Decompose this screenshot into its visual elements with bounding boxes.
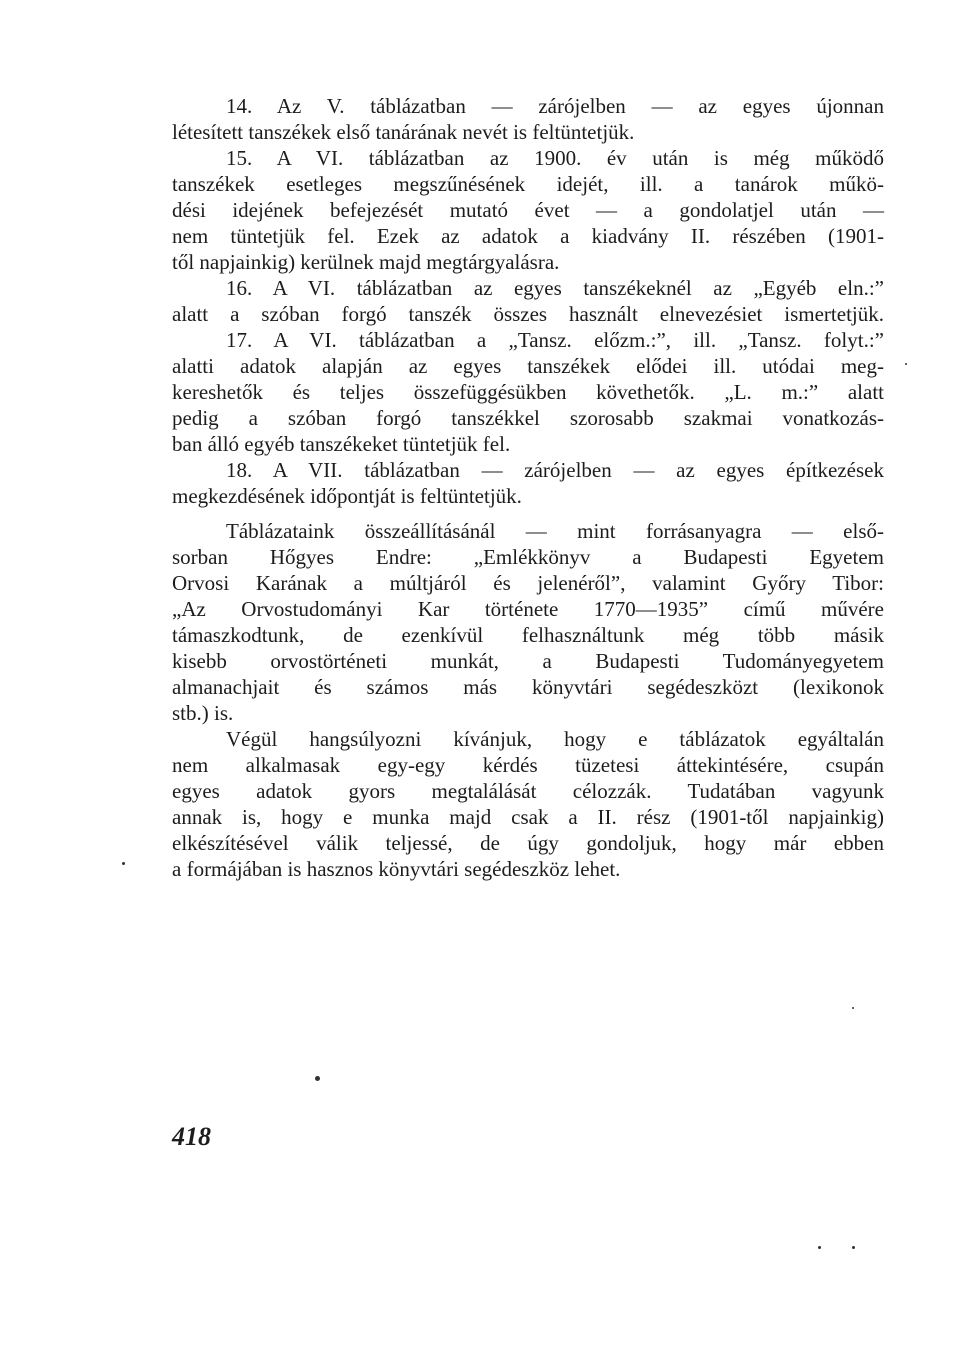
text-line: alatti adatok alapján az egyes tanszékek elődei ill. utódai meg- xyxy=(172,354,884,378)
text-line: létesített tanszékek első tanárának nevét is feltüntetjük. xyxy=(172,120,635,144)
scan-speck xyxy=(122,862,125,865)
scan-speck xyxy=(315,1076,320,1081)
text-line: dési idejének befejezését mutató évet — a gondolatjel után — xyxy=(172,198,884,222)
text-line: nem alkalmasak egy-egy kérdés tüzetesi áttekintésére, csupán xyxy=(172,753,884,777)
text-line: megkezdésének időpontját is feltüntetjük. xyxy=(172,484,522,508)
text-line: 15. A VI. táblázatban az 1900. év után is még működő xyxy=(226,146,884,170)
text-line: 14. Az V. táblázatban — zárójelben — az egyes újonnan xyxy=(226,94,884,118)
text-line: ban álló egyéb tanszékeket tüntetjük fel. xyxy=(172,432,511,456)
scan-speck xyxy=(818,1246,821,1249)
text-line: annak is, hogy e munka majd csak a II. rész (1901-től napjainkig) xyxy=(172,805,884,829)
text-line: almanachjait és számos más könyvtári segédeszközt (lexikonok xyxy=(172,675,884,699)
text-line: a formájában is hasznos könyvtári segédeszköz lehet. xyxy=(172,857,621,881)
text-line: kisebb orvostörténeti munkát, a Budapesti Tudományegyetem xyxy=(172,649,884,673)
text-line: egyes adatok gyors megtalálását célozzák. Tudatában vagyunk xyxy=(172,779,884,803)
text-line: nem tüntetjük fel. Ezek az adatok a kiadvány II. részében (1901- xyxy=(172,224,884,248)
text-line: stb.) is. xyxy=(172,701,234,725)
text-line: támaszkodtunk, de ezenkívül felhasználtunk még több másik xyxy=(172,623,884,647)
scan-speck xyxy=(852,1007,854,1009)
text-line: Végül hangsúlyozni kívánjuk, hogy e táblázatok egyáltalán xyxy=(226,727,884,751)
text-line: 17. A VI. táblázatban a „Tansz. előzm.:”, ill. „Tansz. folyt.:” xyxy=(226,328,884,352)
text-line: pedig a szóban forgó tanszékkel szorosabb szakmai vonatkozás- xyxy=(172,406,884,430)
text-line: Orvosi Karának a múltjáról és jelenéről”, valamint Győry Tibor: xyxy=(172,571,884,595)
text-line: elkészítésével válik teljessé, de úgy gondoljuk, hogy már ebben xyxy=(172,831,884,855)
scan-speck xyxy=(905,363,907,365)
text-line: sorban Hőgyes Endre: „Emlékkönyv a Budapesti Egyetem xyxy=(172,545,884,569)
scan-speck xyxy=(852,1246,855,1249)
text-line: „Az Orvostudományi Kar története 1770—1935” című művére xyxy=(172,597,884,621)
page-number: 418 xyxy=(172,1122,211,1151)
text-line: alatt a szóban forgó tanszék összes használt elnevezésiet ismertetjük. xyxy=(172,302,884,326)
text-line: 18. A VII. táblázatban — zárójelben — az egyes építkezések xyxy=(226,458,884,482)
text-line: tanszékek esetleges megszűnésének idejét, ill. a tanárok műkö- xyxy=(172,172,884,196)
text-line: 16. A VI. táblázatban az egyes tanszékeknél az „Egyéb eln.:” xyxy=(226,276,884,300)
text-line: től napjainkig) kerülnek majd megtárgyalásra. xyxy=(172,250,560,274)
text-line: kereshetők és teljes összefüggésükben követhetők. „L. m.:” alatt xyxy=(172,380,884,404)
text-line: Táblázataink összeállításánál — mint forrásanyagra — első- xyxy=(226,519,884,543)
